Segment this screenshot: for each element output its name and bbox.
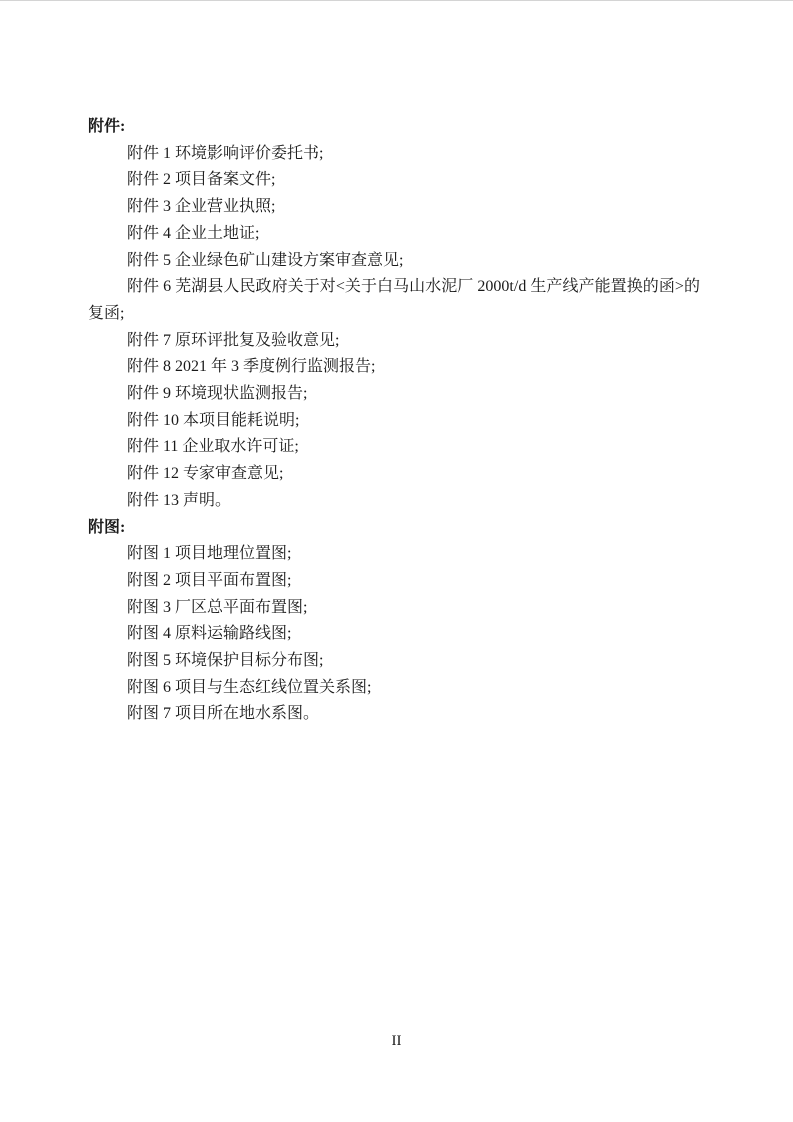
attachment-item-7: 附件 7 原环评批复及验收意见;: [127, 331, 340, 349]
figure-item-2: 附图 2 项目平面布置图;: [127, 571, 292, 589]
figures-header: 附图:: [88, 518, 126, 536]
page-number: II: [391, 1033, 402, 1049]
document-content: [88, 114, 700, 728]
attachment-item-13: 附件 13 声明。: [127, 491, 232, 509]
figure-item-7: 附图 7 项目所在地水系图。: [127, 705, 320, 723]
attachment-item-3: 附件 3 企业营业执照;: [127, 198, 276, 216]
attachment-item-8: 附件 8 2021 年 3 季度例行监测报告;: [127, 358, 376, 376]
attachment-item-10: 附件 10 本项目能耗说明;: [127, 411, 300, 429]
attachment-item-1: 附件 1 环境影响评价委托书;: [127, 144, 324, 162]
figure-item-3: 附图 3 厂区总平面布置图;: [127, 598, 308, 616]
attachment-item-6: 附件 6 芜湖县人民政府关于对<关于白马山水泥厂 2000t/d 生产线产能置换的函>的复函;: [88, 278, 700, 322]
figure-item-4: 附图 4 原料运输路线图;: [127, 625, 292, 643]
attachment-item-9: 附件 9 环境现状监测报告;: [127, 385, 308, 403]
figure-item-5: 附图 5 环境保护目标分布图;: [127, 652, 324, 670]
attachment-item-12: 附件 12 专家审查意见;: [127, 465, 284, 483]
figure-item-6: 附图 6 项目与生态红线位置关系图;: [127, 678, 372, 696]
figure-item-1: 附图 1 项目地理位置图;: [127, 545, 292, 563]
attachment-item-11: 附件 11 企业取水许可证;: [127, 438, 299, 456]
page-top-edge: [0, 0, 793, 1]
attachment-item-5: 附件 5 企业绿色矿山建设方案审查意见;: [127, 251, 404, 269]
attachment-item-2: 附件 2 项目备案文件;: [127, 171, 276, 189]
attachment-item-4: 附件 4 企业土地证;: [127, 224, 260, 242]
attachments-header: 附件:: [88, 118, 126, 135]
